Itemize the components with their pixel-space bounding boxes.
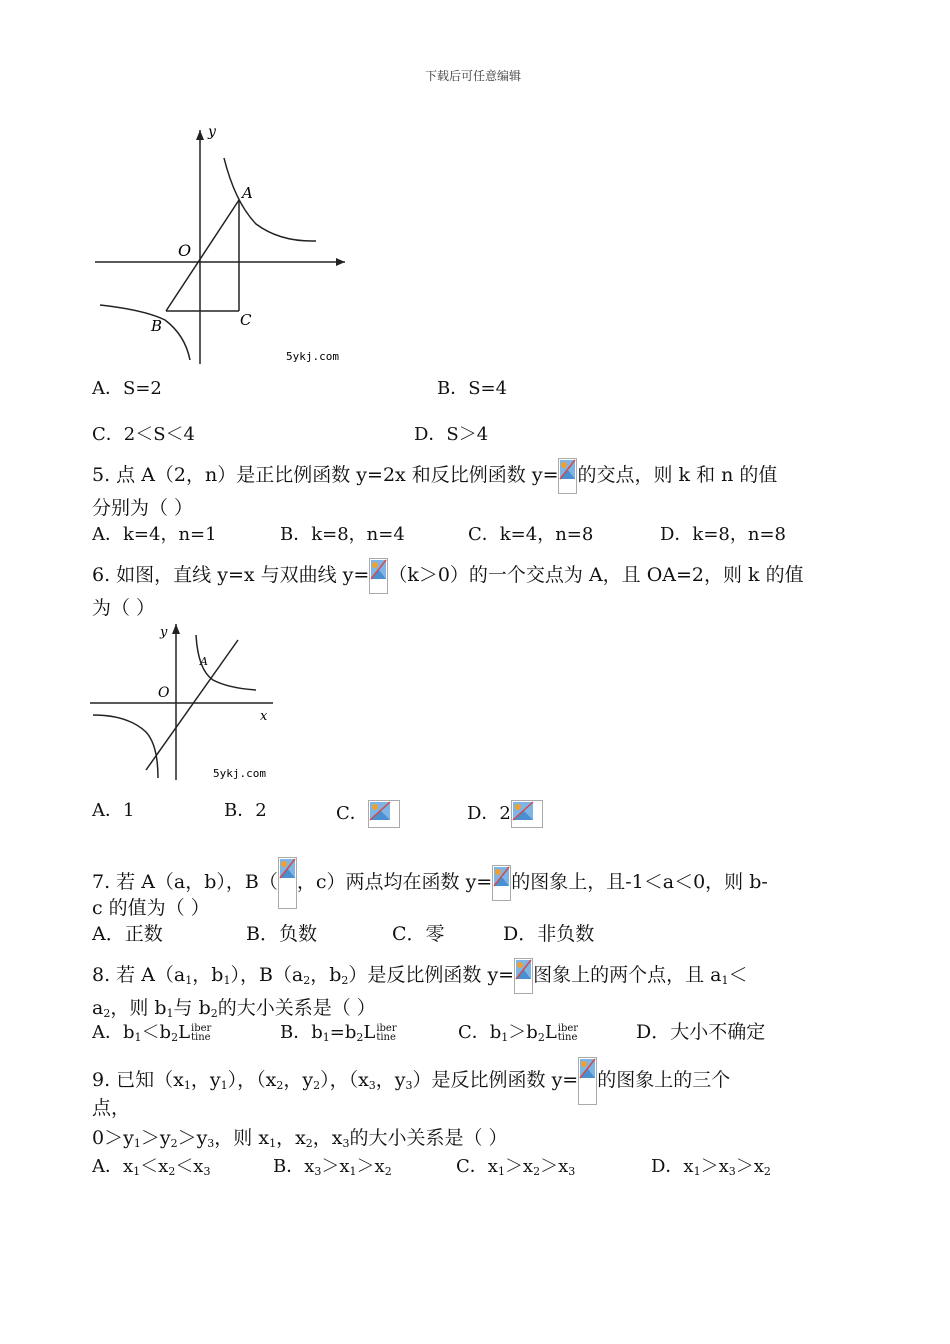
q6-option-a: A．1 (92, 800, 135, 821)
line-y-eq-x (146, 640, 238, 770)
fig2-label-y: y (160, 625, 168, 640)
fig1-label-B: B (151, 317, 163, 335)
figure-2-graph (88, 620, 278, 785)
formula-image-placeholder-icon (278, 857, 297, 909)
fig2-label-x: x (260, 709, 268, 724)
page-header: 下载后可任意编辑 (425, 69, 522, 83)
q4-option-b: B．S=4 (437, 378, 508, 399)
q5-line-2: 分别为（ ） (92, 497, 194, 519)
q9-line-1: 9. 已知（$x_1$，$y_1$），（$x_2$，$y_2$），（$x_3$，$y_3$）是反比例函数 y= 的图象上的三个 (92, 1057, 730, 1105)
q9-line-2: 点， (92, 1097, 131, 1119)
q8-option-b: B．$b_1=b_2Liber$ tine (280, 1022, 397, 1044)
fig1-watermark: 5ykj.com (286, 350, 339, 363)
q6-line-2: 为（ ） (92, 597, 156, 619)
q8-option-c: C．$b_1>b_2Liber$ tine (458, 1022, 579, 1044)
q6-option-d: D．2 (467, 800, 543, 828)
q8-line-1: 8. 若 $A(a_1$，$b_1$），$B(a_2$，$b_2$）是反比例函数 y= 图象上的两个点，且 $a_1<$ (92, 958, 748, 994)
q5-line-1: 5. 点 A（2，n）是正比例函数 y=2x 和反比例函数 y= 的交点，则 k 和 n 的值 (92, 458, 777, 494)
q9-option-d: D．$x_1>x_3>x_2$ (651, 1156, 771, 1178)
formula-image-placeholder-icon (369, 558, 388, 594)
fig1-label-A: A (242, 184, 253, 202)
q7-line-1: 7. 若 A（a，b），B（ ，c）两点均在函数 y= 的图象上，且-1＜a＜0，则 b- (92, 857, 768, 909)
formula-image-placeholder-icon (558, 458, 577, 494)
q9-line-3: $0>y_1>y_2>y_3$，则 $x_1$，$x_2$，$x_3$的大小关系是（ ） (92, 1127, 508, 1150)
q4-option-a: A．S=2 (92, 378, 162, 399)
hyperbola-branch-2 (93, 715, 158, 778)
q5-option-d: D．k=8，n=8 (660, 524, 786, 545)
q5-option-b: B．k=8，n=4 (280, 524, 405, 545)
q6-option-c: C． (336, 800, 400, 828)
q9-option-c: C．$x_1>x_2>x_3$ (456, 1156, 576, 1178)
formula-image-placeholder-icon (492, 865, 511, 901)
q8-option-a: A．$b_1<b_2Liber$ tine (92, 1022, 212, 1044)
q6-option-b: B．2 (224, 800, 267, 821)
q8-option-d: D．大小不确定 (636, 1021, 766, 1043)
q5-option-c: C．k=4，n=8 (468, 524, 594, 545)
hyperbola-branch-1 (224, 158, 316, 241)
fig2-label-A: A (200, 655, 208, 668)
q5-option-a: A．k=4，n=1 (92, 524, 217, 545)
q7-option-b: B．负数 (246, 923, 317, 945)
x-axis-arrow (336, 258, 345, 266)
q8-line-2: $a_2$，则 $b_1$与 $b_2$的大小关系是（ ） (92, 997, 376, 1020)
q4-option-d: D．S＞4 (414, 424, 489, 445)
formula-image-placeholder-icon (368, 800, 400, 828)
figure-1-graph (90, 120, 360, 370)
y-axis-arrow (196, 130, 204, 140)
formula-image-placeholder-icon (511, 800, 543, 828)
fig1-label-y: y (208, 124, 216, 140)
hyperbola-branch-2 (100, 305, 190, 360)
q7-option-a: A．正数 (92, 923, 163, 945)
q7-option-c: C．零 (392, 923, 445, 945)
q9-option-b: B．$x_3>x_1>x_2$ (273, 1156, 392, 1178)
line-AB (166, 200, 239, 311)
fig1-label-O: O (178, 241, 192, 260)
q9-option-a: A．$x_1<x_2<x_3$ (92, 1156, 211, 1178)
q7-line-2: c 的值为（ ） (92, 897, 210, 919)
q6-line-1: 6. 如图，直线 y=x 与双曲线 y= （k＞0）的一个交点为 A，且 OA=2，则 k 的值 (92, 558, 804, 594)
y-axis-arrow (172, 624, 180, 634)
q7-option-d: D．非负数 (503, 923, 595, 945)
fig1-label-C: C (240, 311, 252, 329)
fig2-label-O: O (158, 685, 170, 701)
fig2-watermark: 5ykj.com (213, 767, 266, 780)
formula-image-placeholder-icon (578, 1057, 597, 1105)
formula-image-placeholder-icon (514, 958, 533, 994)
q4-option-c: C．2＜S＜4 (92, 424, 196, 445)
